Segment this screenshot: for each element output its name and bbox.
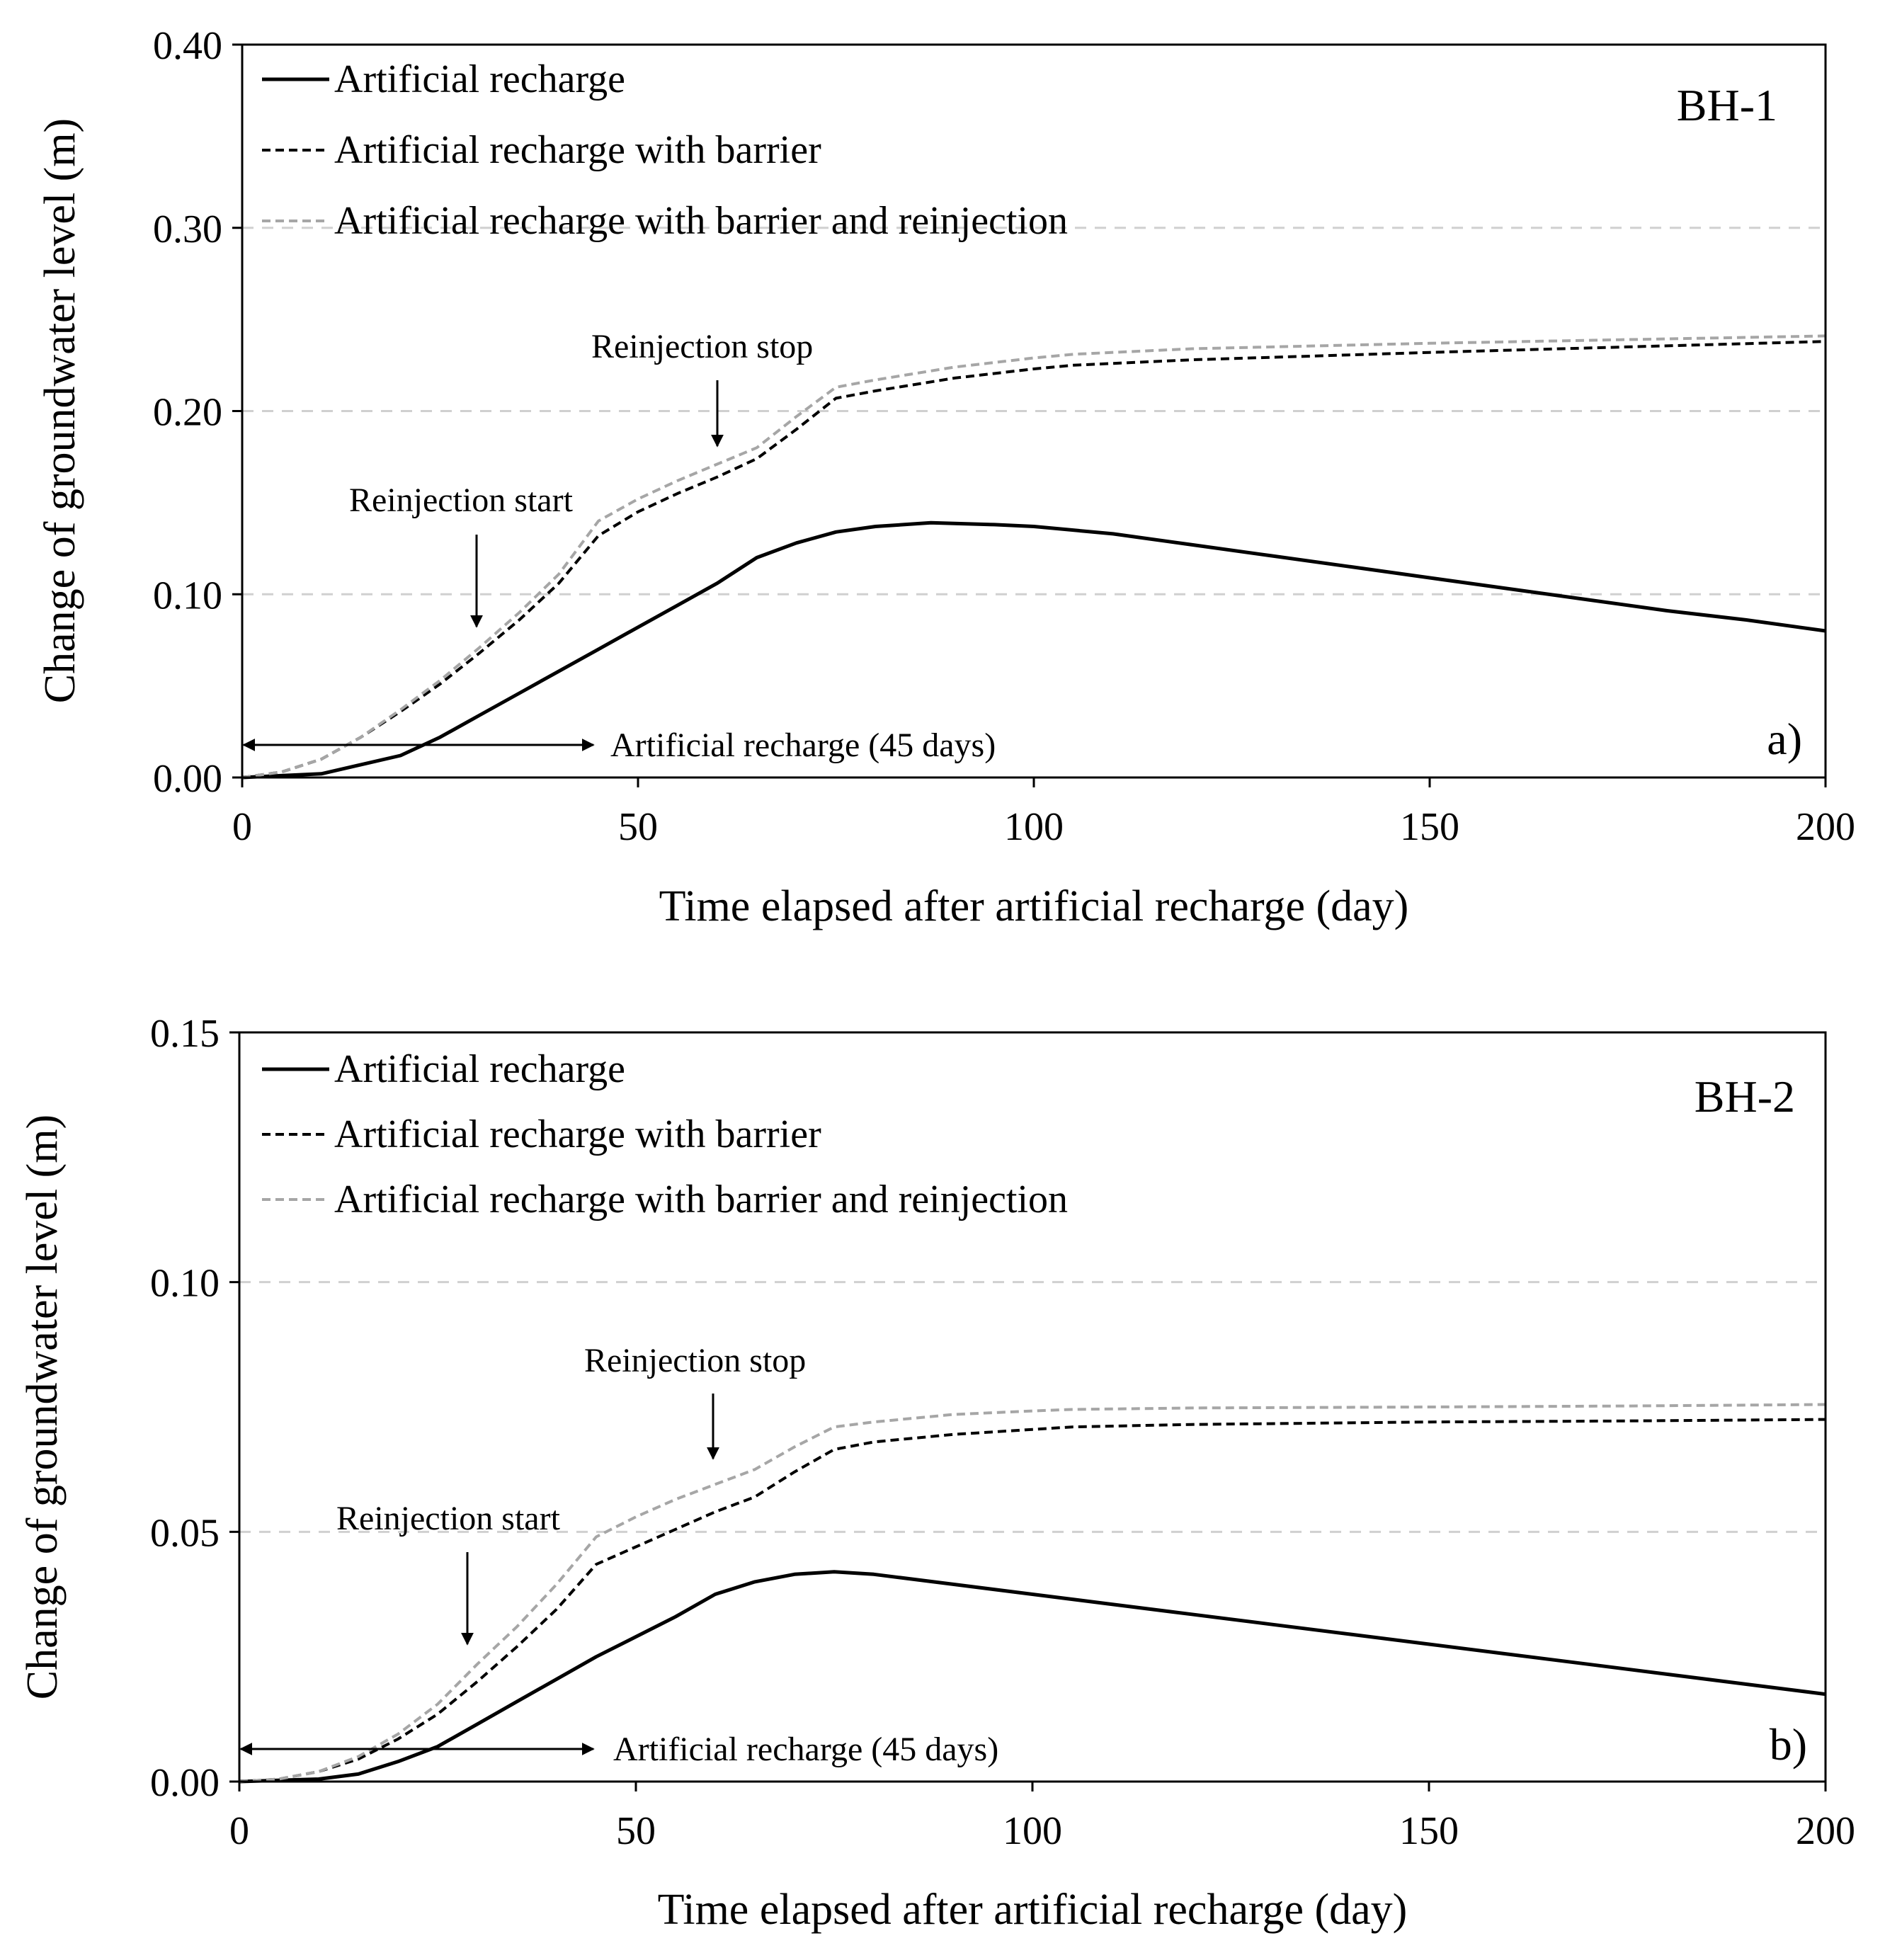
x-tick-label: 200 [1796, 805, 1855, 849]
annotation-recharge-period: Artificial recharge (45 days) [613, 1731, 999, 1768]
site-label: BH-1 [1676, 80, 1777, 130]
annotation-reinjection-start: Reinjection start [336, 1500, 560, 1537]
y-ticks [150, 1012, 239, 1805]
legend-label-barrier: Artificial recharge with barrier [334, 1112, 821, 1156]
y-tick-label: 0.30 [153, 207, 222, 251]
y-tick-label: 0.00 [153, 757, 222, 801]
y-axis-title: Change of groundwater level (m) [18, 1114, 67, 1700]
y-ticks [153, 24, 242, 801]
x-tick-label: 150 [1400, 805, 1459, 849]
legend-label-reinjection: Artificial recharge with barrier and reinjection [334, 199, 1069, 243]
series-line-3 [242, 336, 1826, 777]
y-tick-label: 0.05 [150, 1511, 220, 1556]
x-tick-label: 100 [1003, 1809, 1062, 1853]
annotation-recharge-period: Artificial recharge (45 days) [610, 727, 996, 764]
y-tick-label: 0.00 [150, 1761, 220, 1805]
legend-label-reinjection: Artificial recharge with barrier and reinjection [334, 1178, 1069, 1221]
x-axis-title: Time elapsed after artificial recharge (day) [659, 882, 1409, 930]
legend-label-barrier: Artificial recharge with barrier [334, 128, 821, 172]
y-tick-label: 0.10 [153, 574, 222, 618]
series-line-2 [242, 341, 1826, 777]
x-ticks [232, 777, 1855, 849]
series-line-1 [242, 523, 1826, 777]
chart-panel-bh2 [18, 1012, 1855, 1934]
x-tick-label: 50 [616, 1809, 656, 1853]
y-tick-label: 0.15 [150, 1012, 220, 1056]
annotation-reinjection-stop: Reinjection stop [591, 328, 814, 365]
x-tick-label: 0 [229, 1809, 249, 1853]
y-tick-label: 0.20 [153, 390, 222, 435]
annotations [244, 328, 996, 764]
chart-panel-bh1 [36, 24, 1855, 930]
site-label: BH-2 [1694, 1071, 1795, 1122]
x-tick-label: 100 [1004, 805, 1064, 849]
annotations [241, 1342, 998, 1768]
series-line-1 [239, 1572, 1826, 1782]
x-tick-label: 50 [618, 805, 658, 849]
annotation-reinjection-stop: Reinjection stop [584, 1342, 807, 1379]
series-lines [239, 1405, 1826, 1782]
x-tick-label: 0 [232, 805, 252, 849]
legend-label-recharge: Artificial recharge [334, 57, 625, 101]
panel-label: a) [1767, 714, 1802, 764]
x-tick-label: 200 [1796, 1809, 1855, 1853]
annotation-reinjection-start: Reinjection start [349, 482, 573, 519]
legend-label-recharge: Artificial recharge [334, 1047, 625, 1091]
gridlines [239, 1282, 1826, 1532]
series-line-2 [239, 1420, 1826, 1782]
y-tick-label: 0.10 [150, 1261, 220, 1306]
y-tick-label: 0.40 [153, 24, 222, 68]
gridlines [242, 228, 1826, 595]
x-axis-title: Time elapsed after artificial recharge (day) [657, 1886, 1408, 1934]
series-lines [242, 336, 1826, 777]
x-tick-label: 150 [1399, 1809, 1459, 1853]
legend [262, 1047, 1068, 1221]
legend [262, 57, 1068, 243]
panel-label: b) [1769, 1719, 1807, 1770]
x-ticks [229, 1782, 1855, 1853]
y-axis-title: Change of groundwater level (m) [36, 118, 84, 704]
